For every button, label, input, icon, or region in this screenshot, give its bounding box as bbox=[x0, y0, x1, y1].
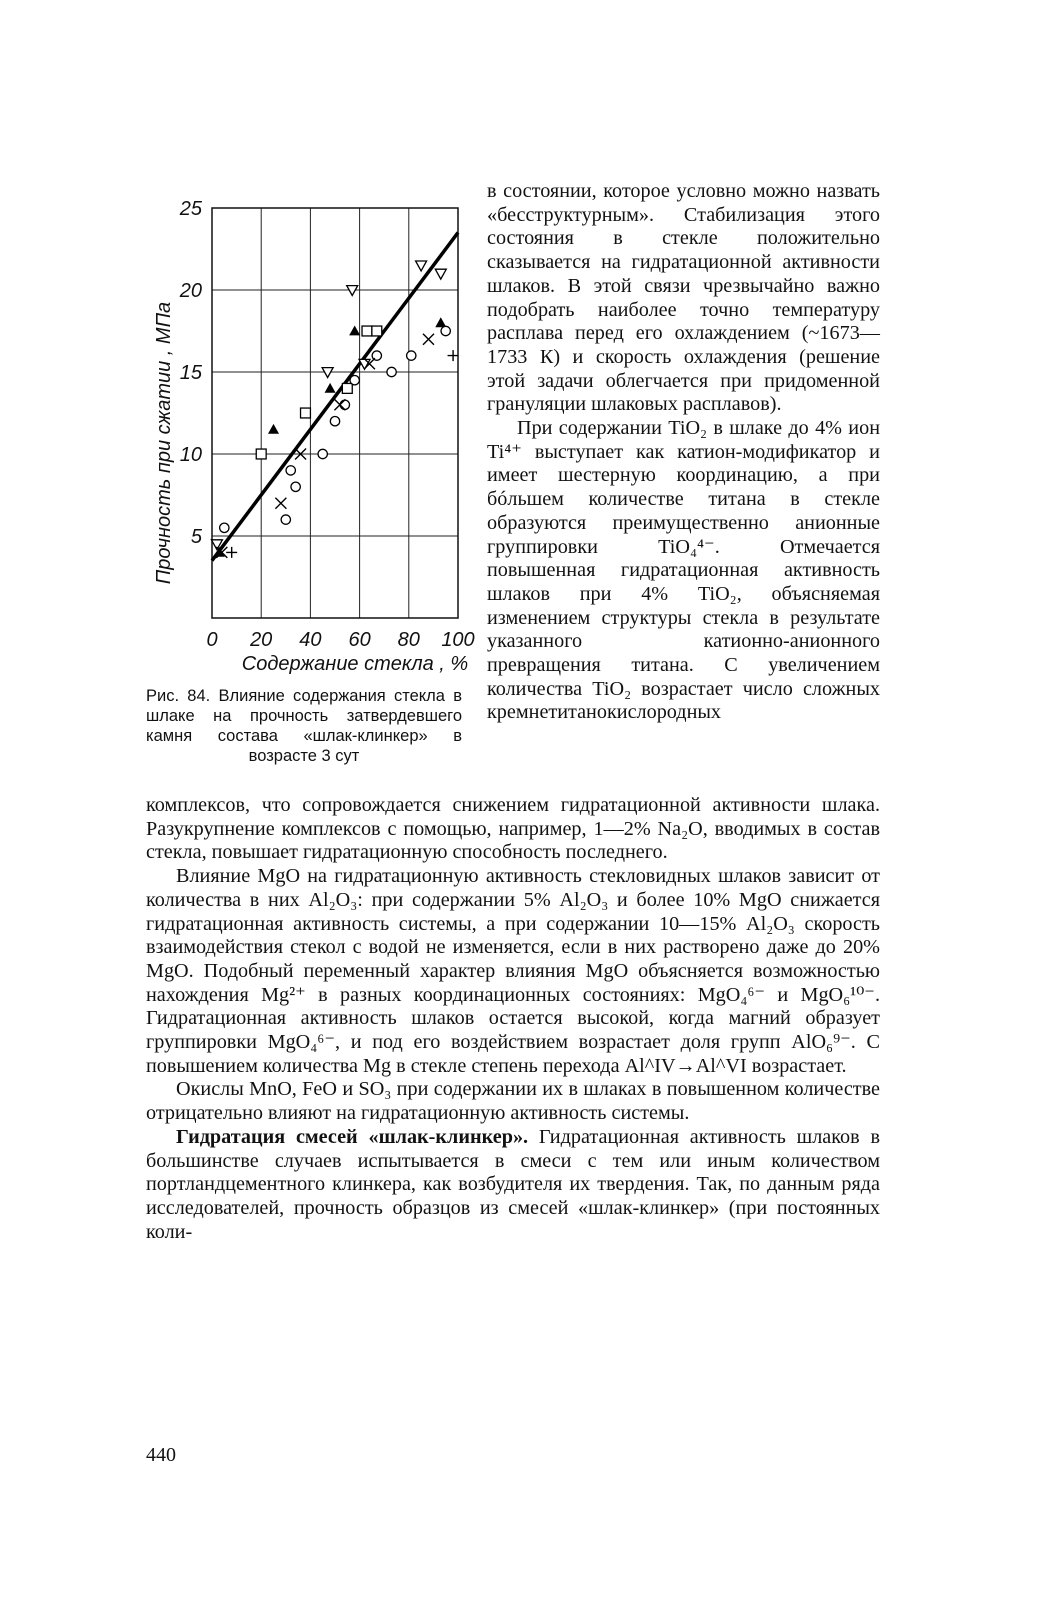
marker-circle bbox=[286, 466, 295, 475]
figure-84 bbox=[140, 180, 475, 760]
marker-circle bbox=[387, 367, 396, 376]
marker-circle bbox=[407, 351, 416, 360]
paragraph: комплексов, что сопровождается снижением гидратационной активности шлака. Разукрупнение комплексов с помощью, например, 1—2% Na₂O, вводимых в состав стекла, повышает гидратационную способность последнего. bbox=[146, 794, 880, 864]
marker-filled-triangle bbox=[435, 317, 446, 327]
marker-circle bbox=[291, 482, 300, 491]
marker-open-triangle bbox=[416, 261, 427, 271]
marker-square bbox=[362, 326, 372, 336]
marker-circle bbox=[220, 523, 229, 532]
paragraph: в состоянии, которое условно можно назвать «бесструктурным». Стабилизация этого состояния в стекле положительно сказывается на гидратационной активности шлаков. В этой связи чрезвычайно важно подобрать наиболее точно температуру расплава перед его охлаждением (~1673—1733 К) и скорость охлаждения (решение этой задачи облегчается при придоменной грануляции шлаковых расплавов). bbox=[487, 180, 880, 416]
y-tick-label: 10 bbox=[179, 444, 202, 466]
marker-square bbox=[301, 408, 311, 418]
paragraph: Влияние MgO на гидратационную активность стекловидных шлаков зависит от количества в них Al₂O₃: при содержании 5% Al₂O₃ и более 10% MgO снижается гидратационная активность системы, а при содержании 10—15% Al₂O₃ скорость взаимодействия стекол с водой не изменяется, если в них растворено даже до 20% MgO. Подобный переменный характер влияния MgO объясняется возможностью нахождения Mg²⁺ в разных координационных состояниях: MgO₄⁶⁻ и MgO₆¹⁰⁻. Гидратационная активность шлаков остается высокой, когда магний образует группировки MgO₄⁶⁻, и под его воздействием возрастает доля групп AlO₆⁹⁻. С повышением количества Mg в стекле степень перехода Al^IV→Al^VI возрастает. bbox=[146, 865, 880, 1077]
marker-filled-triangle bbox=[268, 424, 279, 434]
marker-plus bbox=[448, 350, 459, 361]
x-tick-label: 100 bbox=[441, 629, 475, 651]
marker-filled-triangle bbox=[325, 383, 336, 393]
marker-filled-triangle bbox=[349, 326, 360, 336]
trend-line bbox=[212, 233, 458, 561]
full-width-text bbox=[146, 794, 880, 1244]
x-tick-label: 80 bbox=[397, 629, 420, 651]
marker-open-triangle bbox=[322, 368, 333, 378]
marker-circle bbox=[350, 376, 359, 385]
x-tick-label: 60 bbox=[348, 629, 371, 651]
marker-cross bbox=[423, 334, 434, 345]
section-heading: Гидратация смесей «шлак-клинкер». bbox=[176, 1125, 529, 1148]
y-tick-label: 5 bbox=[190, 526, 202, 548]
y-tick-label: 15 bbox=[179, 362, 202, 384]
section-paragraph bbox=[146, 1126, 880, 1245]
marker-circle bbox=[330, 417, 339, 426]
figure-caption: Рис. 84. Влияние содержания стекла в шлаке на прочность затвердевшего камня состава «шлак-клинкер» в возрасте 3 сут bbox=[146, 687, 462, 765]
x-tick-label: 40 bbox=[299, 629, 322, 651]
marker-circle bbox=[281, 515, 290, 524]
marker-cross bbox=[275, 498, 286, 509]
y-axis-label: Прочность при сжатии , МПа bbox=[153, 301, 175, 585]
marker-plus bbox=[226, 547, 237, 558]
strength-vs-glass-chart bbox=[140, 180, 475, 680]
marker-circle bbox=[441, 326, 450, 335]
marker-open-triangle bbox=[347, 286, 358, 296]
marker-circle bbox=[318, 449, 327, 458]
y-tick-label: 20 bbox=[179, 280, 202, 302]
marker-square bbox=[256, 449, 266, 459]
paragraph: Окислы MnO, FeO и SO₃ при содержании их в шлаках в повышенном количестве отрицательно влияют на гидратационную активность системы. bbox=[146, 1078, 880, 1125]
right-column-text bbox=[487, 180, 880, 725]
marker-circle bbox=[340, 400, 349, 409]
paragraph: При содержании TiO₂ в шлаке до 4% ион Ti⁴⁺ выступает как катион-модификатор и имеет шестерную координацию, а при бóльшем количестве титана в стекле образуются преимущественно анионные группировки TiO₄⁴⁻. Отмечается повышенная гидратационная активность шлаков при 4% TiO₂, объясняемая изменением структуры стекла в результате указанного катионно-анионного превращения титана. С увеличением количества TiO₂ возрастает число сложных кремнетитанокислородных bbox=[487, 417, 880, 724]
x-tick-label: 0 bbox=[206, 629, 218, 651]
page-number: 440 bbox=[146, 1444, 176, 1466]
marker-open-triangle bbox=[435, 269, 446, 279]
x-tick-label: 20 bbox=[250, 629, 273, 651]
y-tick-label: 25 bbox=[179, 198, 202, 220]
section-text: Гидратационная активность шлаков в большинстве случаев испытывается в смеси с тем или иным количеством портландцементного клинкера, как возбудителя их твердения. Так, по данным ряда исследователей, прочность образцов из смесей «шлак-клинкер» (при постоянных коли- bbox=[146, 1125, 880, 1243]
marker-square bbox=[342, 383, 352, 393]
marker-square bbox=[372, 326, 382, 336]
x-axis-label: Содержание стекла , % bbox=[241, 653, 469, 675]
